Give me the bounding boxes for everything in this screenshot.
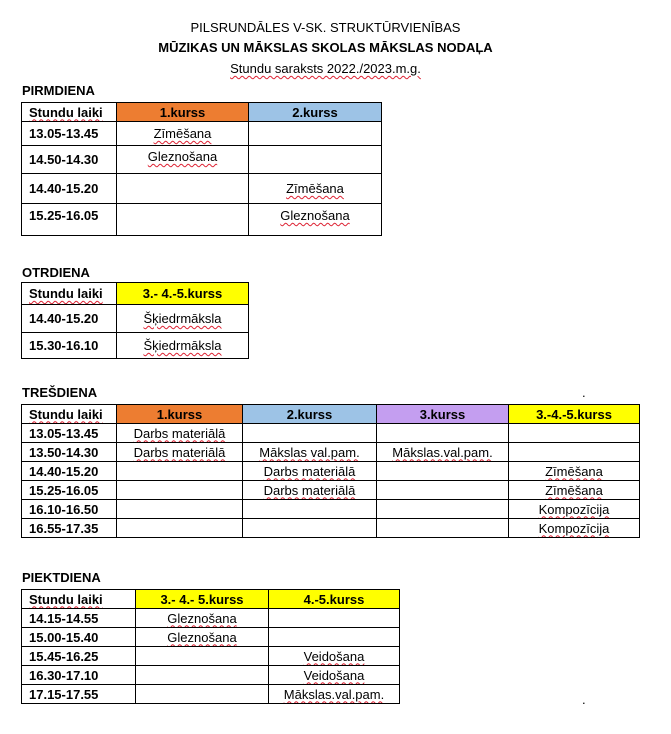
cell [269,609,400,628]
table-header-row [22,283,249,305]
cell [269,647,400,666]
cell-text: Zīmēšana [153,126,212,141]
cell [117,174,249,204]
table-header-row [22,405,640,424]
header-line-1: PILSRUNDĀLES V-SK. STRUKTŪRVIENĪBAS [190,20,461,35]
header-label: Stundu laiki [29,286,103,301]
cell-text: Darbs materiālā [263,463,356,479]
cell [249,122,382,146]
cell [117,122,249,146]
day-title-piektdiena: PIEKTDIENA [22,570,101,585]
cell [117,500,243,519]
table-header-row [22,103,382,122]
cell [136,666,269,685]
table-row [22,204,382,236]
table-row [22,146,382,174]
cell-text: Zīmēšana [286,181,344,196]
header-cell [22,283,117,305]
cell-text: Veidošana [303,648,365,664]
cell [136,628,269,647]
time-cell: 15.25-16.05 [22,204,117,236]
time-cell: 13.50-14.30 [22,443,117,462]
cell-text: Gleznošana [147,149,218,164]
cell [136,609,269,628]
time-cell: 14.40-15.20 [22,462,117,481]
table-row [22,500,640,519]
cell-text: Kompozīcija [538,501,610,517]
header-cell: 1.kurss [117,405,243,424]
table-row [22,628,400,647]
cell [509,481,640,500]
cell [377,500,509,519]
time-cell: 15.45-16.25 [22,647,136,666]
cell [117,519,243,538]
day-title-otrdiena: OTRDIENA [22,265,90,280]
cell-text: Gleznošana [167,629,237,645]
day-title-pirmdiena: PIRMDIENA [22,83,95,98]
table-tresdiena [21,404,640,538]
table-piektdiena [21,589,400,704]
cell-text: Šķiedrmāksla [143,311,222,326]
cell-text: Darbs materiālā [263,482,356,498]
time-cell: 16.10-16.50 [22,500,117,519]
cell [243,519,377,538]
stray-dot: . [582,692,586,707]
cell [509,443,640,462]
cell-text: Šķiedrmāksla [143,338,222,353]
time-cell: 14.15-14.55 [22,609,136,628]
cell-text: Mākslas.val.pam. [283,686,385,702]
header-cell: 2.kurss [249,103,382,122]
header-cell: 3.kurss [377,405,509,424]
time-cell: 13.05-13.45 [22,424,117,443]
cell [243,500,377,519]
cell [377,424,509,443]
cell [243,481,377,500]
cell-text: Zīmēšana [545,463,603,479]
cell [117,305,249,333]
cell-text: Mākslas val.pam. [259,444,360,460]
cell [117,481,243,500]
header-cell: 4.-5.kurss [269,590,400,609]
cell [509,500,640,519]
cell [117,462,243,481]
cell-text: Darbs materiālā [133,425,226,441]
cell [243,424,377,443]
table-row [22,685,400,704]
header-label: Stundu laiki [29,104,103,120]
header-label: Stundu laiki [29,591,103,607]
table-pirmdiena [21,102,382,236]
cell [117,443,243,462]
header-label: Stundu laiki [29,406,103,422]
header-cell [22,590,136,609]
time-cell: 17.15-17.55 [22,685,136,704]
cell [509,424,640,443]
cell [136,685,269,704]
table-row [22,647,400,666]
table-row [22,462,640,481]
cell [243,443,377,462]
cell [249,146,382,174]
table-row [22,666,400,685]
table-row [22,424,640,443]
time-cell: 15.00-15.40 [22,628,136,647]
time-cell: 16.30-17.10 [22,666,136,685]
cell [377,443,509,462]
cell [269,685,400,704]
cell-text: Veidošana [303,667,365,683]
header-line-3-text: Stundu saraksts 2022./2023.m.g. [230,61,421,76]
header-cell: 3.- 4.-5.kurss [117,283,249,305]
time-cell: 14.40-15.20 [22,174,117,204]
header-cell [22,103,117,122]
header-cell [22,405,117,424]
cell [377,462,509,481]
cell [377,519,509,538]
table-row [22,122,382,146]
time-cell: 14.40-15.20 [22,305,117,333]
header-cell: 2.kurss [243,405,377,424]
table-row [22,609,400,628]
cell-text: Gleznošana [280,208,350,223]
cell [249,174,382,204]
cell-text: Mākslas.val.pam. [392,444,493,460]
cell-text: Kompozīcija [538,520,610,536]
cell [509,462,640,481]
header-line-2: MŪZIKAS UN MĀKSLAS SKOLAS MĀKSLAS NODAĻA [158,40,493,55]
header-line-3 [0,61,661,76]
cell [117,204,249,236]
cell [509,519,640,538]
header-cell: 3.-4.-5.kurss [509,405,640,424]
cell-text: Darbs materiālā [133,444,226,460]
table-row [22,305,249,333]
cell [243,462,377,481]
time-cell: 13.05-13.45 [22,122,117,146]
table-otrdiena [21,282,249,359]
time-cell: 16.55-17.35 [22,519,117,538]
time-cell: 14.50-14.30 [22,146,117,174]
cell [136,647,269,666]
table-row [22,519,640,538]
cell [269,666,400,685]
cell [117,333,249,359]
stray-dot: . [582,385,586,400]
table-row [22,481,640,500]
cell-text: Zīmēšana [545,482,603,498]
cell [117,146,249,174]
cell [249,204,382,236]
table-header-row [22,590,400,609]
day-title-tresdiena: TREŠDIENA [22,385,98,400]
table-row [22,333,249,359]
table-row [22,174,382,204]
cell [377,481,509,500]
header-cell: 3.- 4.- 5.kurss [136,590,269,609]
time-cell: 15.30-16.10 [22,333,117,359]
cell [269,628,400,647]
cell-text: Gleznošana [167,610,237,626]
header-cell: 1.kurss [117,103,249,122]
cell [117,424,243,443]
time-cell: 15.25-16.05 [22,481,117,500]
table-row [22,443,640,462]
